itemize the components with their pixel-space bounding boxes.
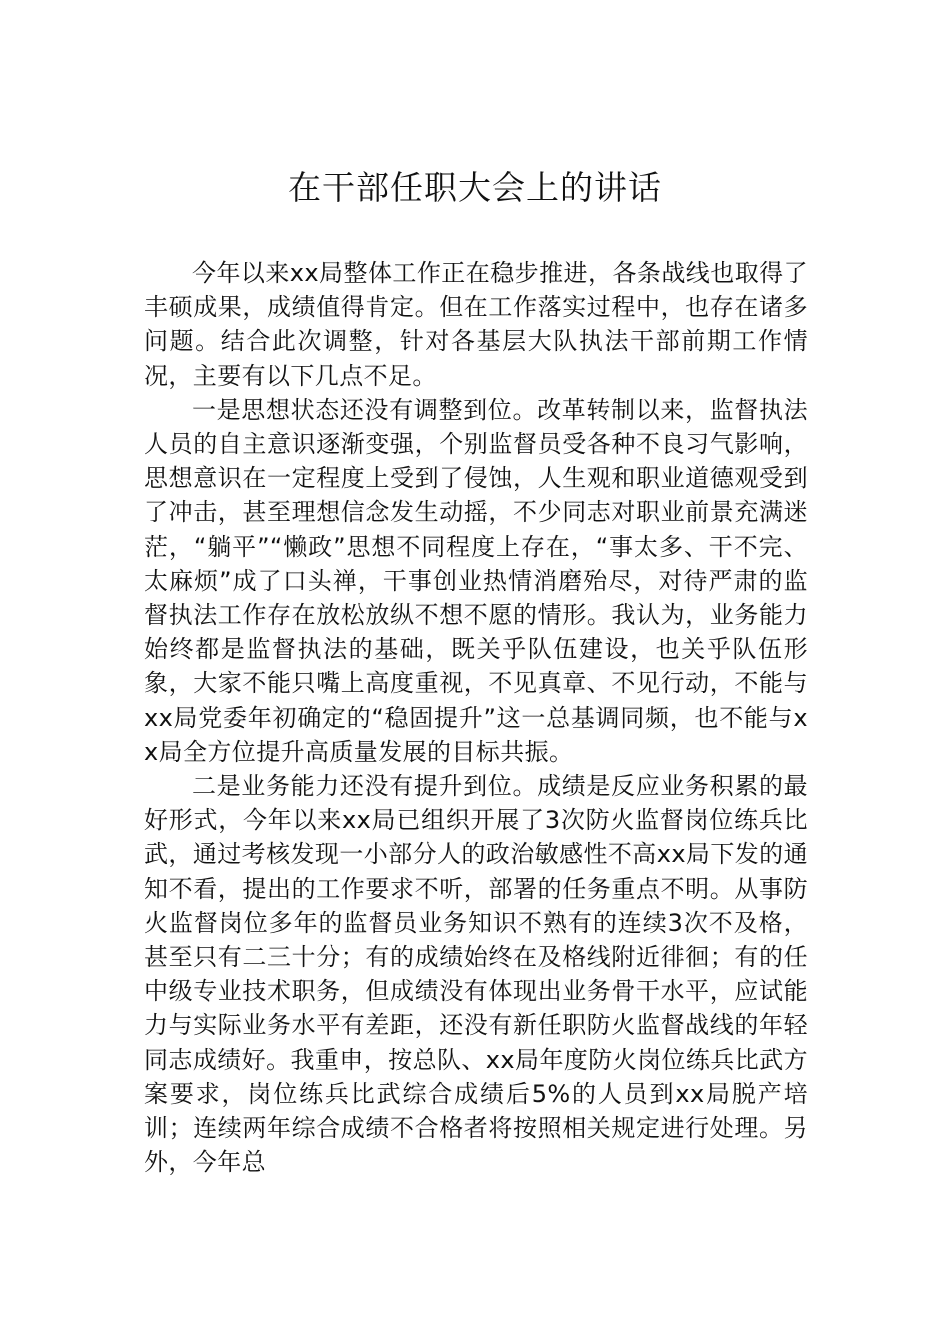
paragraph-point-one: 一是思想状态还没有调整到位。改革转制以来，监督执法人员的自主意识逐渐变强，个别监督员受各种不良习气影响，思想意识在一定程度上受到了侵蚀，人生观和职业道德观受到了冲击，甚至理想信念发生动摇，不少同志对职业前景充满迷茫，“躺平”“懒政”思想不同程度上存在，“事太多、干不完、太麻烦”成了口头禅，干事创业热情消磨殆尽，对待严肃的监督执法工作存在放松放纵不想不愿的情形。我认为，业务能力始终都是监督执法的基础，既关乎队伍建设，也关乎队伍形象，大家不能只嘴上高度重视，不见真章、不见行动，不能与xx局党委年初确定的“稳固提升”这一总基调同频，也不能与xx局全方位提升高质量发展的目标共振。	[144, 395, 808, 766]
paragraph-intro: 今年以来xx局整体工作正在稳步推进，各条战线也取得了丰硕成果，成绩值得肯定。但在工作落实过程中，也存在诸多问题。结合此次调整，针对各基层大队执法干部前期工作情况，主要有以下几点不足。	[144, 259, 808, 390]
paragraph-point-two: 二是业务能力还没有提升到位。成绩是反应业务积累的最好形式，今年以来xx局已组织开展了3次防火监督岗位练兵比武，通过考核发现一小部分人的政治敏感性不高xx局下发的通知不看，提出的工作要求不听，部署的任务重点不明。从事防火监督岗位多年的监督员业务知识不熟有的连续3次不及格，甚至只有二三十分；有的成绩始终在及格线附近徘徊；有的任中级专业技术职务，但成绩没有体现出业务骨干水平，应试能力与实际业务水平有差距，还没有新任职防火监督战线的年轻同志成绩好。我重申，按总队、xx局年度防火岗位练兵比武方案要求，岗位练兵比武综合成绩后5%的人员到xx局脱产培训；连续两年综合成绩不合格者将按照相关规定进行处理。另外，今年总	[144, 772, 808, 1177]
document-body	[144, 256, 808, 1179]
document-title: 在干部任职大会上的讲话	[288, 168, 662, 207]
